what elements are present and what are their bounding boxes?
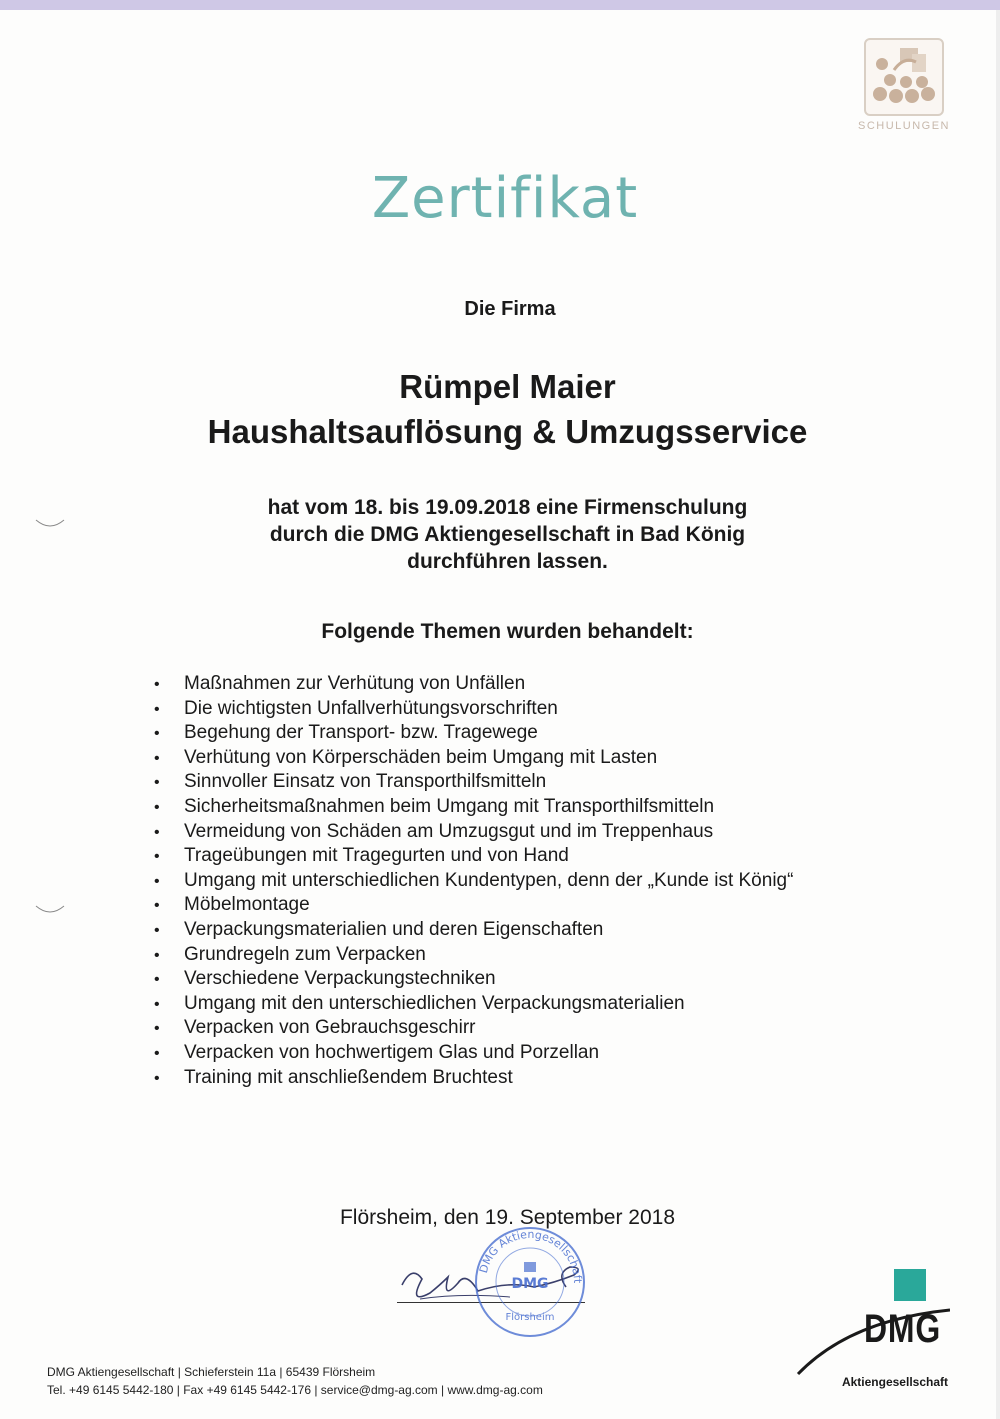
company-name-line1: Rümpel Maier (399, 368, 616, 405)
description-line2: durch die DMG Aktiengesellschaft in Bad König (269, 523, 746, 546)
training-pictogram-icon (864, 38, 944, 116)
topic-item: • Sinnvoller Einsatz von Transporthilfsmitteln (150, 770, 793, 795)
company-stamp-icon (470, 1222, 590, 1342)
topic-item: • Vermeidung von Schäden am Umzugsgut und im Treppenhaus (150, 820, 793, 845)
punch-mark-icon (34, 516, 66, 530)
footer-contacts: Tel. +49 6145 5442-180 | Fax +49 6145 5442-176 | service@dmg-ag.com | www.dmg-ag.com (47, 1383, 543, 1397)
topic-item: • Die wichtigsten Unfallverhütungsvorschriften (150, 697, 793, 722)
place-and-date: Flörsheim, den 19. September 2018 (339, 1206, 676, 1229)
topics-heading: Folgende Themen wurden behandelt: (321, 620, 694, 643)
stamp-city-text: Flörsheim (505, 1312, 555, 1323)
dmg-logo-text: DMG (864, 1307, 942, 1351)
topic-item: • Verpackungsmaterialien und deren Eigenschaften (150, 918, 793, 943)
stamp-center-text: DMG (511, 1276, 549, 1292)
stamp-ring-text: DMG Aktiengesellschaft (476, 1227, 585, 1284)
topic-item: • Training mit anschließendem Bruchtest (150, 1066, 793, 1091)
dmg-accent-square (894, 1269, 926, 1301)
topic-item: • Möbelmontage (150, 893, 793, 918)
intro-text: Die Firma (464, 298, 556, 320)
certificate-title: Zertifikat (371, 166, 639, 231)
topic-item: • Verpacken von Gebrauchsgeschirr (150, 1016, 793, 1041)
topic-item: • Verpacken von hochwertigem Glas und Porzellan (150, 1041, 793, 1066)
topic-item: • Umgang mit unterschiedlichen Kundentypen, denn der „Kunde ist König“ (150, 869, 793, 894)
punch-mark-icon (34, 902, 66, 916)
topic-item: • Verschiedene Verpackungstechniken (150, 967, 793, 992)
topic-item: • Umgang mit den unterschiedlichen Verpackungsmaterialien (150, 992, 793, 1017)
dmg-logo-subtitle: Aktiengesellschaft (841, 1375, 948, 1389)
company-name (0, 364, 1000, 454)
topics-list (150, 672, 793, 1090)
topic-item: • Trageübungen mit Tragegurten und von Hand (150, 844, 793, 869)
footer-contact (47, 1363, 543, 1399)
topic-item: • Sicherheitsmaßnahmen beim Umgang mit Transporthilfsmitteln (150, 795, 793, 820)
description-line3: durchführen lassen. (407, 550, 608, 573)
footer-address: DMG Aktiengesellschaft | Schieferstein 11a | 65439 Flörsheim (47, 1365, 376, 1379)
topic-item: • Begehung der Transport- bzw. Tragewege (150, 721, 793, 746)
logo-caption: SCHULUNGEN (857, 120, 950, 132)
topic-item: • Verhütung von Körperschäden beim Umgang mit Lasten (150, 746, 793, 771)
training-description (0, 494, 1000, 575)
topic-item: • Grundregeln zum Verpacken (150, 943, 793, 968)
topic-item: • Maßnahmen zur Verhütung von Unfällen (150, 672, 793, 697)
description-line1: hat vom 18. bis 19.09.2018 eine Firmenschulung (267, 496, 748, 519)
company-name-line2: Haushaltsauflösung & Umzugsservice (207, 413, 808, 450)
